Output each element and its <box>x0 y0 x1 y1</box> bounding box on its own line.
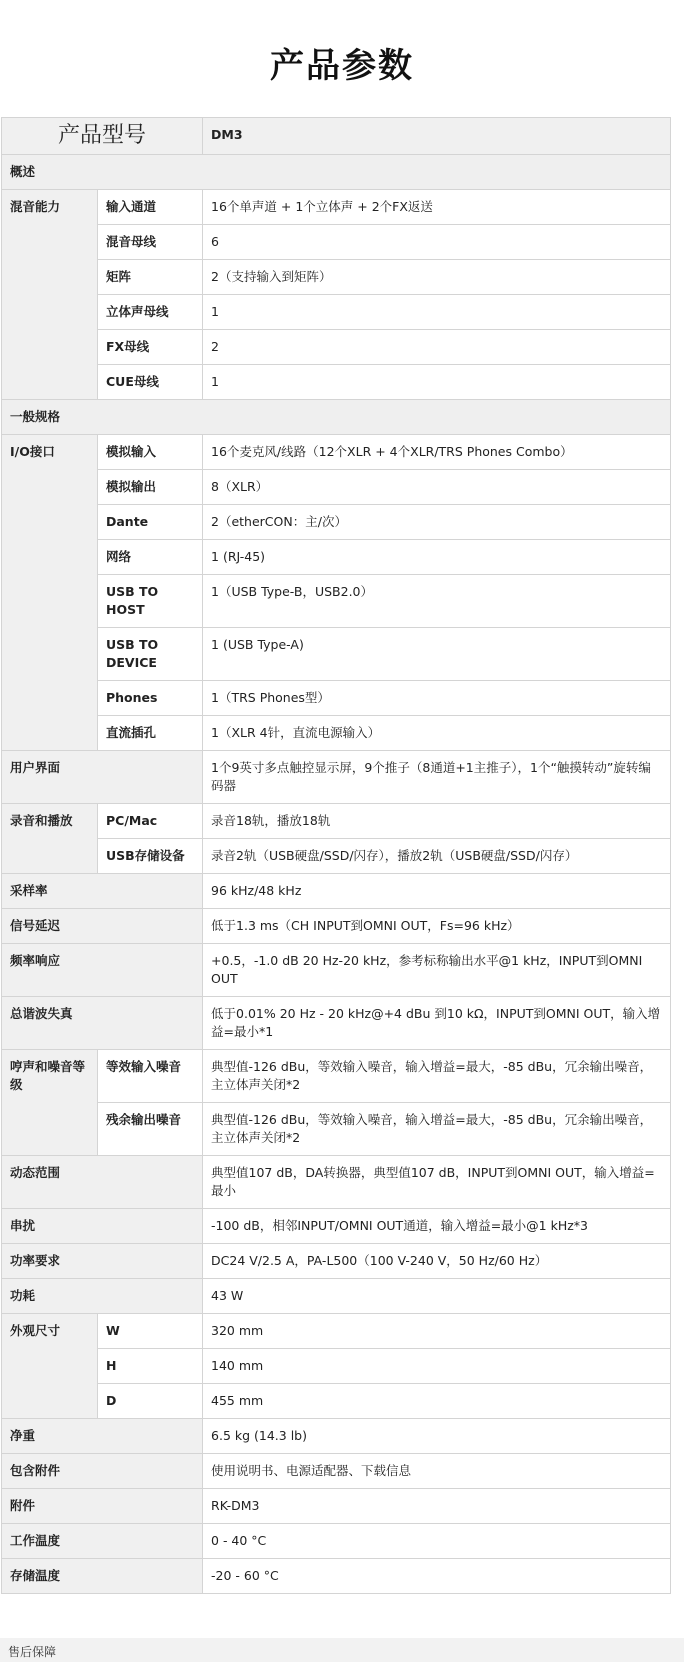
row-value: 低于1.3 ms（CH INPUT到OMNI OUT，Fs=96 kHz） <box>203 909 671 944</box>
table-row <box>2 1103 671 1156</box>
table-row <box>2 1050 671 1103</box>
row-value: 2（etherCON：主/次） <box>203 505 671 540</box>
row-label: 采样率 <box>2 874 203 909</box>
row-label: 净重 <box>2 1419 203 1454</box>
table-row <box>2 1349 671 1384</box>
row-label: 串扰 <box>2 1209 203 1244</box>
row-sublabel: Dante <box>98 505 203 540</box>
row-value: 2（支持输入到矩阵） <box>203 260 671 295</box>
row-sublabel: 模拟输入 <box>98 435 203 470</box>
row-label: 存储温度 <box>2 1559 203 1594</box>
row-sublabel: 混音母线 <box>98 225 203 260</box>
row-value: 0 - 40 °C <box>203 1524 671 1559</box>
row-value: 96 kHz/48 kHz <box>203 874 671 909</box>
row-value: -100 dB，相邻INPUT/OMNI OUT通道，输入增益=最小@1 kHz*3 <box>203 1209 671 1244</box>
row-value: 1（TRS Phones型） <box>203 681 671 716</box>
table-row <box>2 118 671 155</box>
table-row <box>2 575 671 628</box>
row-value: RK-DM3 <box>203 1489 671 1524</box>
table-row <box>2 1524 671 1559</box>
row-value: 8（XLR） <box>203 470 671 505</box>
table-row <box>2 1384 671 1419</box>
row-value: 录音18轨，播放18轨 <box>203 804 671 839</box>
row-sublabel: FX母线 <box>98 330 203 365</box>
row-value: 录音2轨（USB硬盘/SSD/闪存），播放2轨（USB硬盘/SSD/闪存） <box>203 839 671 874</box>
row-sublabel: USB存储设备 <box>98 839 203 874</box>
row-sublabel: USB TO HOST <box>98 575 203 628</box>
table-row <box>2 681 671 716</box>
table-row <box>2 365 671 400</box>
row-sublabel: 网络 <box>98 540 203 575</box>
row-label: 工作温度 <box>2 1524 203 1559</box>
table-row <box>2 225 671 260</box>
table-row <box>2 330 671 365</box>
row-value: 典型值-126 dBu，等效输入噪音，输入增益=最大，-85 dBu，冗余输出噪音，主立体声关闭*2 <box>203 1050 671 1103</box>
table-row <box>2 260 671 295</box>
table-row <box>2 944 671 997</box>
table-row <box>2 1209 671 1244</box>
table-row <box>2 470 671 505</box>
row-value: 典型值107 dB，DA转换器，典型值107 dB，INPUT到OMNI OUT，输入增益=最小 <box>203 1156 671 1209</box>
row-sublabel: 矩阵 <box>98 260 203 295</box>
row-label: 混音能力 <box>2 190 98 400</box>
table-row <box>2 804 671 839</box>
row-sublabel: 等效输入噪音 <box>98 1050 203 1103</box>
row-value: 6 <box>203 225 671 260</box>
row-sublabel: 模拟输出 <box>98 470 203 505</box>
row-value: 2 <box>203 330 671 365</box>
after-sales-label: 售后保障 <box>8 1645 57 1659</box>
row-label: 附件 <box>2 1489 203 1524</box>
row-value: 16个麦克风/线路（12个XLR + 4个XLR/TRS Phones Combo） <box>203 435 671 470</box>
table-row <box>2 1244 671 1279</box>
row-label: 外观尺寸 <box>2 1314 98 1419</box>
table-row <box>2 839 671 874</box>
row-label: 功耗 <box>2 1279 203 1314</box>
row-sublabel: Phones <box>98 681 203 716</box>
row-value: DC24 V/2.5 A，PA-L500（100 V-240 V，50 Hz/60 Hz） <box>203 1244 671 1279</box>
table-row <box>2 874 671 909</box>
row-sublabel: 输入通道 <box>98 190 203 225</box>
row-value: 使用说明书、电源适配器、下载信息 <box>203 1454 671 1489</box>
row-value: +0.5，-1.0 dB 20 Hz-20 kHz，参考标称输出水平@1 kHz，INPUT到OMNI OUT <box>203 944 671 997</box>
table-row <box>2 1559 671 1594</box>
row-sublabel: PC/Mac <box>98 804 203 839</box>
table-row <box>2 540 671 575</box>
row-label: 总谐波失真 <box>2 997 203 1050</box>
table-row <box>2 435 671 470</box>
row-value: 1 <box>203 295 671 330</box>
section-general: 一般规格 <box>2 400 671 435</box>
table-row <box>2 190 671 225</box>
row-value: -20 - 60 °C <box>203 1559 671 1594</box>
row-value: 1 (USB Type-A) <box>203 628 671 681</box>
table-row <box>2 1314 671 1349</box>
section-header <box>2 400 671 435</box>
row-label: 频率响应 <box>2 944 203 997</box>
row-label: 功率要求 <box>2 1244 203 1279</box>
row-label: 动态范围 <box>2 1156 203 1209</box>
row-sublabel: 残余输出噪音 <box>98 1103 203 1156</box>
row-label: 哼声和噪音等级 <box>2 1050 98 1156</box>
row-sublabel: W <box>98 1314 203 1349</box>
table-row <box>2 295 671 330</box>
table-row <box>2 505 671 540</box>
model-value: DM3 <box>203 118 671 155</box>
model-label: 产品型号 <box>2 118 203 155</box>
row-label: 信号延迟 <box>2 909 203 944</box>
section-header <box>2 155 671 190</box>
row-value: 140 mm <box>203 1349 671 1384</box>
table-row <box>2 997 671 1050</box>
row-value: 低于0.01% 20 Hz - 20 kHz@+4 dBu 到10 kΩ，INPUT到OMNI OUT，输入增益=最小*1 <box>203 997 671 1050</box>
row-value: 1个9英寸多点触控显示屏，9个推子（8通道+1主推子），1个“触摸转动”旋转编码器 <box>203 751 671 804</box>
table-row <box>2 751 671 804</box>
row-sublabel: 直流插孔 <box>98 716 203 751</box>
table-row <box>2 1279 671 1314</box>
row-label: I/O接口 <box>2 435 98 751</box>
row-value: 455 mm <box>203 1384 671 1419</box>
row-sublabel: H <box>98 1349 203 1384</box>
table-row <box>2 716 671 751</box>
section-overview: 概述 <box>2 155 671 190</box>
row-sublabel: 立体声母线 <box>98 295 203 330</box>
row-value: 1（USB Type-B，USB2.0） <box>203 575 671 628</box>
row-value: 1 <box>203 365 671 400</box>
row-label: 包含附件 <box>2 1454 203 1489</box>
row-value: 320 mm <box>203 1314 671 1349</box>
row-value: 典型值-126 dBu，等效输入噪音，输入增益=最大，-85 dBu，冗余输出噪音，主立体声关闭*2 <box>203 1103 671 1156</box>
row-sublabel: USB TO DEVICE <box>98 628 203 681</box>
row-value: 16个单声道 + 1个立体声 + 2个FX返送 <box>203 190 671 225</box>
table-row <box>2 1454 671 1489</box>
row-value: 1 (RJ-45) <box>203 540 671 575</box>
row-value: 1（XLR 4针，直流电源输入） <box>203 716 671 751</box>
row-label: 用户界面 <box>2 751 203 804</box>
table-row <box>2 1489 671 1524</box>
table-row <box>2 628 671 681</box>
row-value: 43 W <box>203 1279 671 1314</box>
row-sublabel: D <box>98 1384 203 1419</box>
after-sales-bar <box>0 1638 684 1662</box>
row-sublabel: CUE母线 <box>98 365 203 400</box>
table-row <box>2 1156 671 1209</box>
row-value: 6.5 kg (14.3 lb) <box>203 1419 671 1454</box>
table-row <box>2 1419 671 1454</box>
row-label: 录音和播放 <box>2 804 98 874</box>
page-title: 产品参数 <box>270 46 414 86</box>
table-row <box>2 909 671 944</box>
spec-table <box>1 117 671 1594</box>
